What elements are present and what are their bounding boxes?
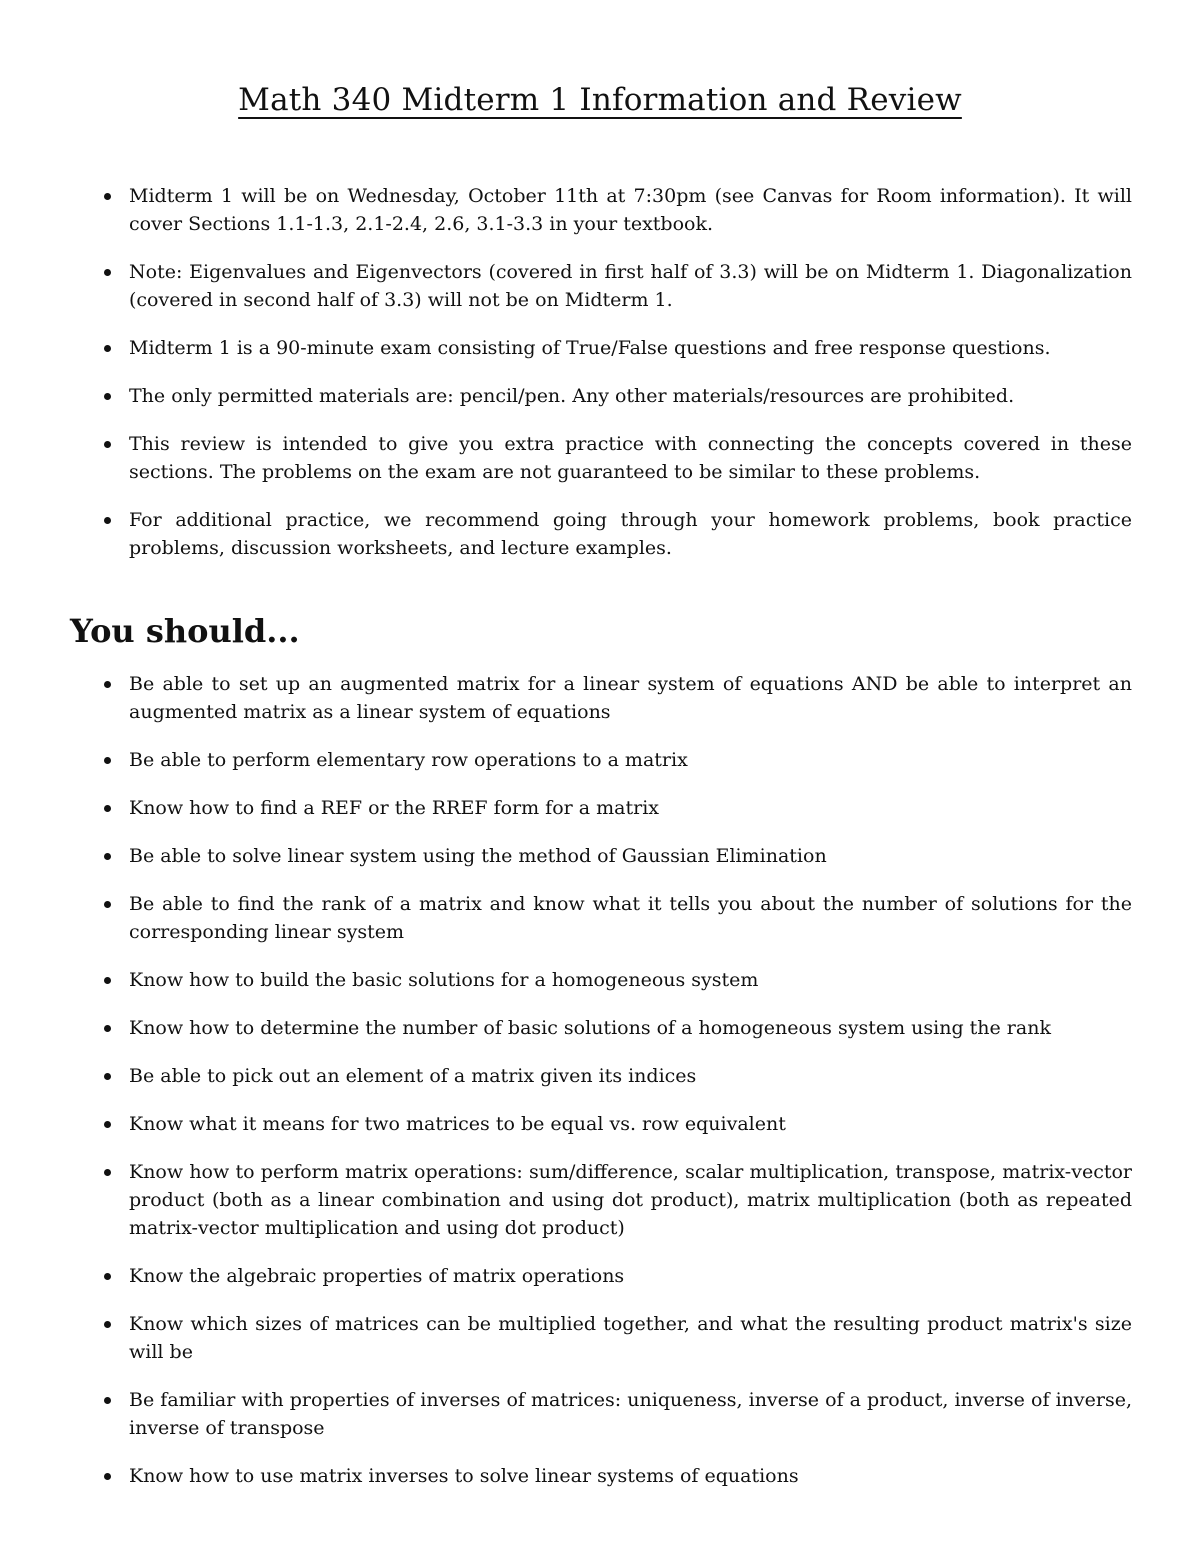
list-item: Know the algebraic properties of matrix operations: [100, 1262, 1132, 1290]
bullet-icon: [104, 1321, 111, 1328]
list-item: Note: Eigenvalues and Eigenvectors (covered in first half of 3.3) will be on Midterm 1. Diagonalization (covered in second half of 3.3) will not be on Midterm 1.: [100, 258, 1132, 314]
bullet-icon: [104, 901, 111, 908]
bullet-icon: [104, 393, 111, 400]
list-item: For additional practice, we recommend going through your homework problems, book practice problems, discussion worksheets, and lecture examples.: [100, 506, 1132, 562]
bullet-icon: [104, 1073, 111, 1080]
list-item: Know which sizes of matrices can be multiplied together, and what the resulting product matrix's size will be: [100, 1310, 1132, 1366]
list-item: Be able to solve linear system using the method of Gaussian Elimination: [100, 842, 1132, 870]
learning-goals-list: [100, 670, 1132, 1510]
bullet-icon: [104, 1273, 111, 1280]
page-title: Math 340 Midterm 1 Information and Review: [238, 82, 962, 118]
list-item: The only permitted materials are: pencil/pen. Any other materials/resources are prohibited.: [100, 382, 1132, 410]
list-item: Midterm 1 is a 90-minute exam consisting of True/False questions and free response questions.: [100, 334, 1132, 362]
bullet-icon: [104, 345, 111, 352]
bullet-icon: [104, 1397, 111, 1404]
list-item: Know how to build the basic solutions for a homogeneous system: [100, 966, 1132, 994]
list-item: Know how to determine the number of basic solutions of a homogeneous system using the rank: [100, 1014, 1132, 1042]
bullet-icon: [104, 1473, 111, 1480]
list-item: Know how to perform matrix operations: sum/difference, scalar multiplication, transpose, matrix-vector product (both as a linear combination and using dot product), matrix multiplication (both as repeated matrix-vector multiplication and using dot product): [100, 1158, 1132, 1242]
list-item: Be able to perform elementary row operations to a matrix: [100, 746, 1132, 774]
list-item: Know how to use matrix inverses to solve linear systems of equations: [100, 1462, 1132, 1490]
bullet-icon: [104, 193, 111, 200]
list-item: Be able to set up an augmented matrix for a linear system of equations AND be able to interpret an augmented matrix as a linear system of equations: [100, 670, 1132, 726]
exam-info-list: [100, 182, 1132, 582]
bullet-icon: [104, 853, 111, 860]
list-item: Be able to find the rank of a matrix and know what it tells you about the number of solutions for the corresponding linear system: [100, 890, 1132, 946]
list-item: Be able to pick out an element of a matrix given its indices: [100, 1062, 1132, 1090]
bullet-icon: [104, 441, 111, 448]
bullet-icon: [104, 757, 111, 764]
bullet-icon: [104, 1025, 111, 1032]
bullet-icon: [104, 269, 111, 276]
bullet-icon: [104, 517, 111, 524]
bullet-icon: [104, 1169, 111, 1176]
bullet-icon: [104, 681, 111, 688]
list-item: Know what it means for two matrices to be equal vs. row equivalent: [100, 1110, 1132, 1138]
list-item: Be familiar with properties of inverses of matrices: uniqueness, inverse of a product, inverse of inverse, inverse of transpose: [100, 1386, 1132, 1442]
section-heading: You should...: [70, 612, 300, 650]
list-item: Know how to find a REF or the RREF form for a matrix: [100, 794, 1132, 822]
list-item: Midterm 1 will be on Wednesday, October 11th at 7:30pm (see Canvas for Room information). It will cover Sections 1.1-1.3, 2.1-2.4, 2.6, 3.1-3.3 in your textbook.: [100, 182, 1132, 238]
bullet-icon: [104, 977, 111, 984]
bullet-icon: [104, 805, 111, 812]
bullet-icon: [104, 1121, 111, 1128]
list-item: This review is intended to give you extra practice with connecting the concepts covered in these sections. The problems on the exam are not guaranteed to be similar to these problems.: [100, 430, 1132, 486]
